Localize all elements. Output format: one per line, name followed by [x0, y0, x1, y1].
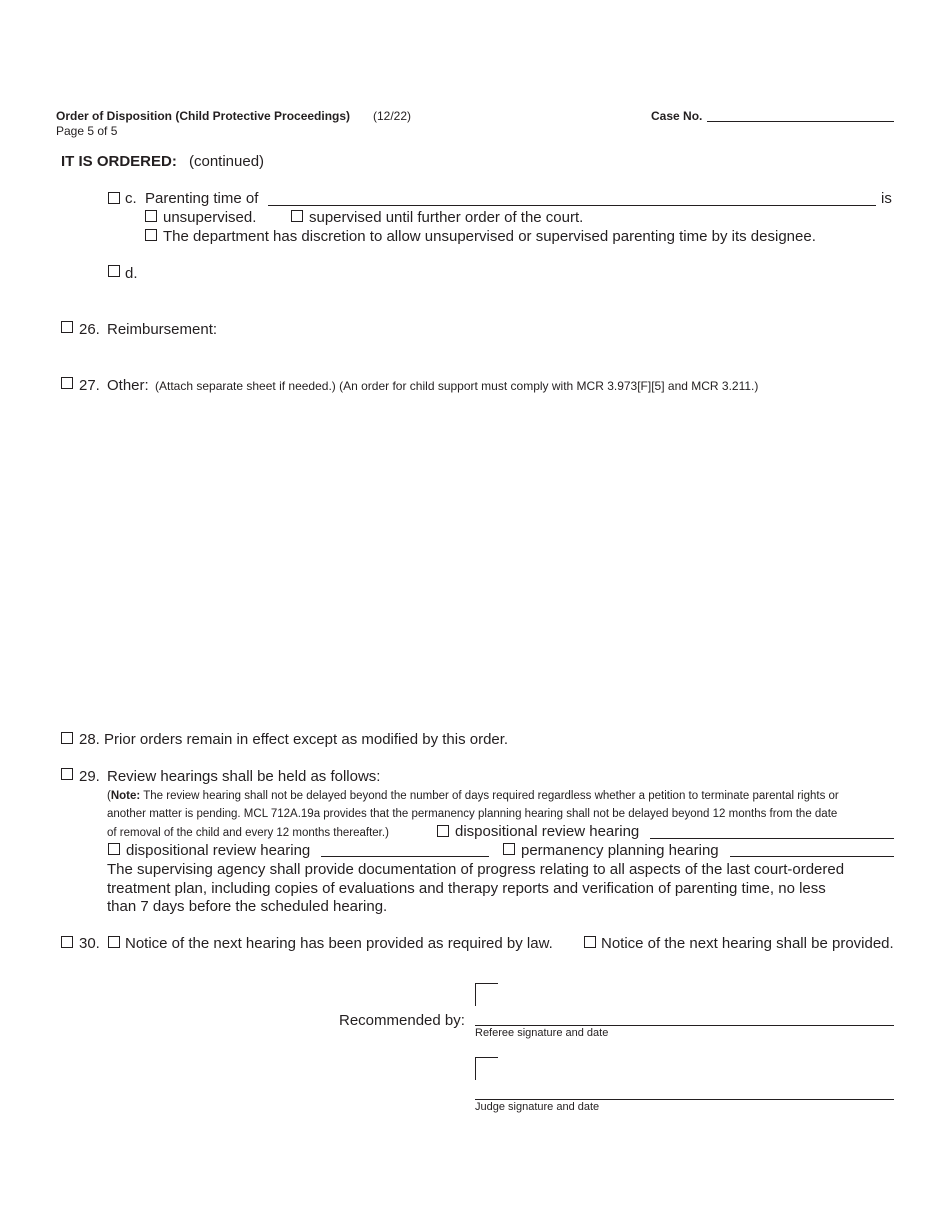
notice-shall-label: Notice of the next hearing shall be provided.	[601, 935, 894, 952]
item-30-checkbox[interactable]	[61, 936, 73, 948]
item-c-label: Parenting time of	[145, 190, 259, 207]
supervised-label: supervised until further order of the court.	[309, 209, 584, 226]
review-hearing-2-field[interactable]	[321, 856, 489, 857]
referee-signature-label: Referee signature and date	[475, 1027, 609, 1039]
ordered-continued: (continued)	[189, 153, 265, 170]
unsupervised-label: unsupervised.	[163, 209, 257, 226]
review-note-line1: (Note: The review hearing shall not be delayed beyond the number of days required regardless whether a petition to terminate parental rights or	[107, 790, 839, 802]
notice-shall-checkbox[interactable]	[584, 936, 596, 948]
review-hearing-2-checkbox[interactable]	[108, 843, 120, 855]
review-note-bold: Note:	[110, 790, 141, 802]
referee-signature-corner	[475, 983, 498, 1006]
department-discretion-label: The department has discretion to allow unsupervised or supervised parenting time by its designee.	[163, 228, 816, 245]
item-27-checkbox[interactable]	[61, 377, 73, 389]
judge-signature-field[interactable]	[475, 1099, 894, 1100]
item-29-number: 29.	[79, 768, 100, 785]
item-30-number: 30.	[79, 935, 100, 952]
item-29-checkbox[interactable]	[61, 768, 73, 780]
agency-para-line1: The supervising agency shall provide documentation of progress relating to all aspects of the last court-ordered	[107, 861, 845, 878]
review-note-line3: of removal of the child and every 12 months thereafter.)	[107, 827, 389, 839]
review-note-text1: The review hearing shall not be delayed beyond the number of days required regardless whether a petition to terminate parental rights or	[143, 790, 839, 802]
review-hearings-label: Review hearings shall be held as follows:	[107, 768, 381, 785]
item-d-checkbox[interactable]	[108, 265, 120, 277]
page-label: Page 5 of 5	[56, 124, 118, 138]
permanency-hearing-checkbox[interactable]	[503, 843, 515, 855]
department-discretion-checkbox[interactable]	[145, 229, 157, 241]
item-c-is: is	[881, 190, 892, 207]
parenting-time-of-field[interactable]	[268, 205, 876, 206]
item-26-checkbox[interactable]	[61, 321, 73, 333]
ordered-label: IT IS ORDERED:	[61, 153, 177, 170]
form-title: Order of Disposition (Child Protective Proceedings)	[56, 109, 351, 123]
review-hearing-1-field[interactable]	[650, 838, 894, 839]
item-28-checkbox[interactable]	[61, 732, 73, 744]
other-label: Other:	[107, 377, 149, 394]
review-note-line2: another matter is pending. MCL 712A.19a provides that the permanency planning hearing shall not be delayed beyond 12 months from the date	[107, 808, 838, 820]
agency-para-line3: than 7 days before the scheduled hearing.	[107, 898, 388, 915]
item-c-letter: c.	[125, 190, 137, 207]
case-no-label: Case No.	[651, 109, 703, 123]
permanency-hearing-label: permanency planning hearing	[521, 842, 719, 859]
item-c-checkbox[interactable]	[108, 192, 120, 204]
case-no-field[interactable]	[707, 121, 894, 122]
reimbursement-label: Reimbursement:	[107, 321, 218, 338]
other-note: (Attach separate sheet if needed.) (An order for child support must comply with MCR 3.973[F][5] and MCR 3.211.)	[155, 379, 759, 393]
item-26-number: 26.	[79, 321, 100, 338]
prior-orders-text: 28. Prior orders remain in effect except as modified by this order.	[79, 731, 509, 748]
other-text-area[interactable]	[107, 400, 894, 720]
judge-signature-label: Judge signature and date	[475, 1101, 600, 1113]
notice-provided-checkbox[interactable]	[108, 936, 120, 948]
supervised-checkbox[interactable]	[291, 210, 303, 222]
referee-signature-field[interactable]	[475, 1025, 894, 1026]
permanency-hearing-field[interactable]	[730, 856, 894, 857]
review-hearing-2-label: dispositional review hearing	[126, 842, 311, 859]
review-hearing-1-label: dispositional review hearing	[455, 823, 640, 840]
notice-provided-label: Notice of the next hearing has been provided as required by law.	[125, 935, 553, 952]
agency-para-line2: treatment plan, including copies of evaluations and therapy reports and verification of parenting time, no less	[107, 880, 826, 897]
judge-signature-corner	[475, 1057, 498, 1080]
review-hearing-1-checkbox[interactable]	[437, 825, 449, 837]
unsupervised-checkbox[interactable]	[145, 210, 157, 222]
form-version: (12/22)	[373, 109, 412, 123]
item-27-number: 27.	[79, 377, 100, 394]
item-d-letter: d.	[125, 265, 138, 282]
recommended-by-label: Recommended by:	[339, 1012, 465, 1029]
